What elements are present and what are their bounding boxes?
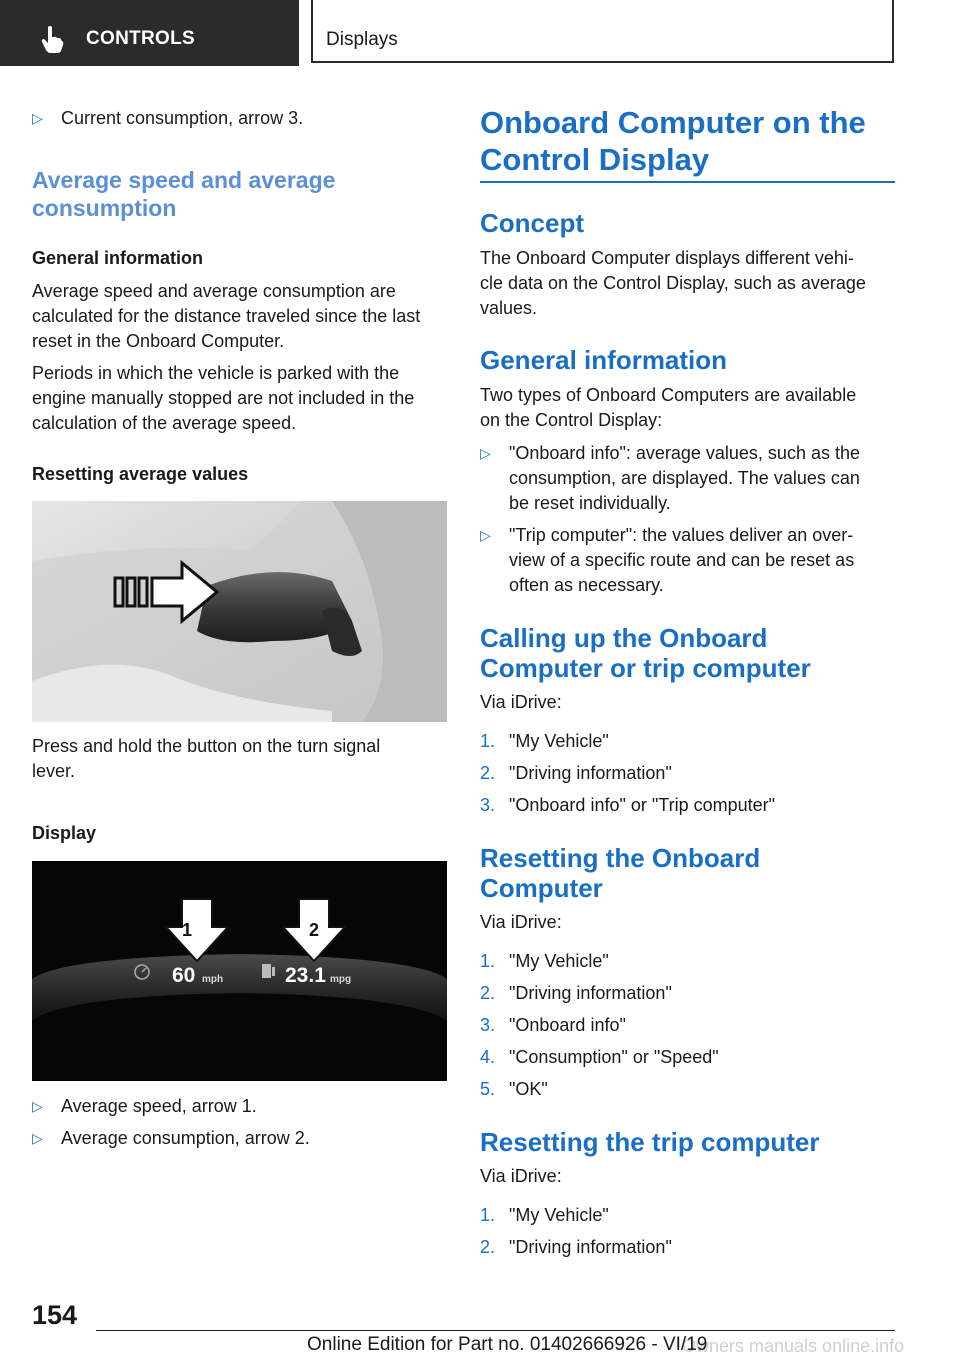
via-idrive-label: Via iDrive: [480,692,562,712]
paragraph-average-calculation: Average speed and average consumption are calculated for the distance traveled since the last reset in the Onboard Computer. [32,281,421,351]
heading-concept: Concept [480,208,584,238]
heading-resetting-onboard: Resetting the Onboard Computer [480,843,761,903]
section-label: CONTROLS [86,28,196,49]
via-idrive-label: Via iDrive: [480,1166,562,1186]
speed-value: 60 [172,964,196,987]
paragraph-parked-periods: Periods in which the vehicle is parked with the engine manually stopped are not included in the calculation of the average speed. [32,363,415,433]
heading-calling-up: Calling up the Onboard Computer or trip computer [480,623,811,683]
consumption-value: 23.1 [285,964,326,987]
instrument-display-image [32,861,447,1081]
subheading-display: Display [32,823,97,843]
triangle-bullet-icon: ▷ [480,527,491,543]
caption-press-hold: Press and hold the button on the turn signal lever. [32,736,381,781]
paragraph-general: Two types of Onboard Computers are available on the Control Display: [480,385,857,430]
section-heading-average: Average speed and average consumption [32,167,336,221]
triangle-bullet-icon: ▷ [32,1098,43,1114]
edition-footer: Online Edition for Part no. 01402666926 - VI/19 [307,1334,708,1355]
heading-resetting-trip: Resetting the trip computer [480,1127,820,1157]
footer-divider [96,1330,895,1331]
fuel-pump-icon [262,964,271,978]
arrow-label-2: 2 [309,920,320,940]
title-divider [480,181,895,183]
turn-signal-lever-image [32,501,447,722]
turn-signal-lever-illustration [32,501,447,722]
page-title: Onboard Computer on the Control Display [480,105,866,177]
watermark: Owners manuals online.info [682,1336,905,1356]
hand-pointer-icon [40,25,64,53]
triangle-bullet-icon: ▷ [32,1130,43,1146]
consumption-unit: mpg [330,974,352,985]
speed-unit: mph [202,974,224,985]
arrow-label-1: 1 [182,920,193,940]
section-tab-controls[interactable] [0,0,299,66]
via-idrive-label: Via iDrive: [480,912,562,932]
triangle-bullet-icon: ▷ [32,110,43,126]
subheading-general-information: General information [32,248,204,268]
chapter-tab[interactable] [311,0,894,63]
triangle-bullet-icon: ▷ [480,445,491,461]
paragraph-concept: The Onboard Computer displays different vehi‐ cle data on the Control Display, such as average values. [480,248,866,318]
chapter-label: Displays [326,29,398,50]
page-number: 154 [32,1300,78,1330]
subheading-resetting-average: Resetting average values [32,464,249,484]
instrument-display-illustration [32,861,447,1081]
heading-general-information: General information [480,345,728,375]
